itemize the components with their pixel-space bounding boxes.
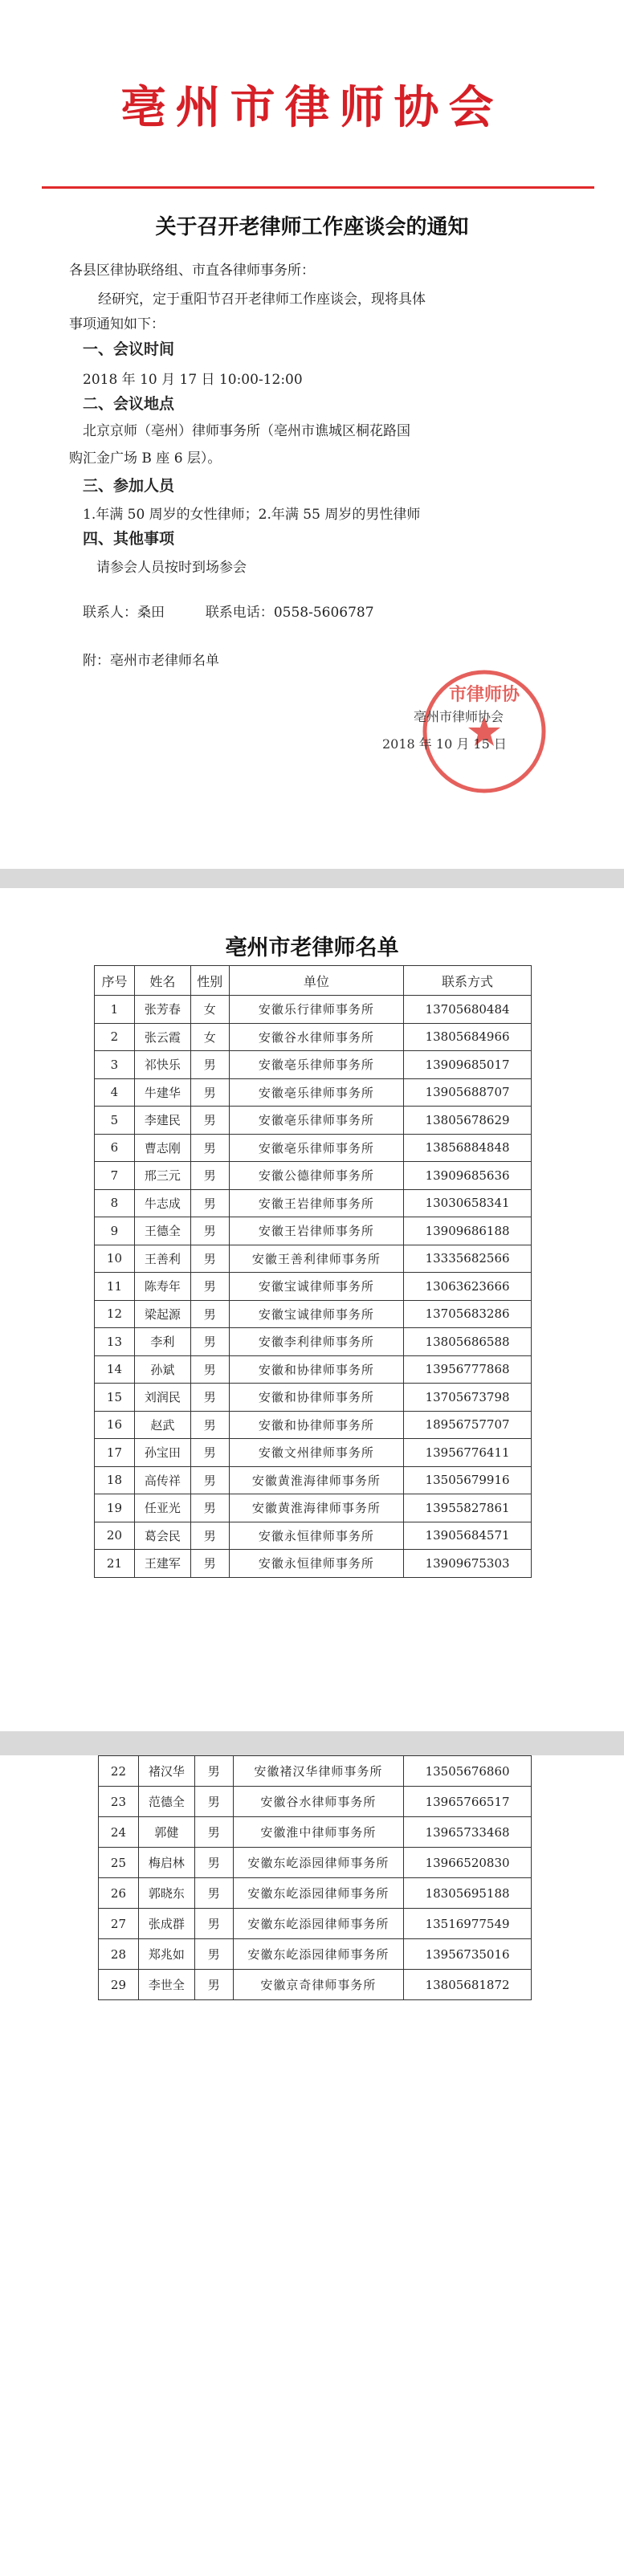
row-index: 3 xyxy=(95,1051,135,1079)
lawyer-name: 张成群 xyxy=(138,1909,194,1939)
phone: 13030658341 xyxy=(404,1189,532,1217)
phone: 13956735016 xyxy=(404,1939,532,1970)
table-row xyxy=(99,1970,532,2000)
phone: 13805686588 xyxy=(404,1328,532,1356)
law-firm: 安徽谷水律师事务所 xyxy=(229,1023,403,1051)
phone: 13905688707 xyxy=(404,1078,532,1107)
lawyer-name: 郭健 xyxy=(138,1817,194,1848)
phone: 13705673798 xyxy=(404,1384,532,1412)
gender: 男 xyxy=(190,1411,229,1439)
row-index: 14 xyxy=(95,1355,135,1384)
table-row xyxy=(99,1939,532,1970)
lawyer-name: 张芳春 xyxy=(134,996,190,1024)
row-index: 9 xyxy=(95,1217,135,1245)
phone: 13856884848 xyxy=(404,1134,532,1162)
law-firm: 安徽乐行律师事务所 xyxy=(229,996,403,1024)
gender: 男 xyxy=(190,1522,229,1550)
lawyer-name: 祁快乐 xyxy=(134,1051,190,1079)
row-index: 26 xyxy=(99,1878,139,1909)
table-row xyxy=(99,1817,532,1848)
phone: 13965766517 xyxy=(404,1787,532,1817)
notice-subtitle: 关于召开老律师工作座谈会的通知 xyxy=(155,215,469,239)
contact-name: 桑田 xyxy=(137,605,165,621)
lawyer-name: 王善利 xyxy=(134,1245,190,1273)
intro-line-1: 经研究，定于重阳节召开老律师工作座谈会，现将具体 xyxy=(98,291,426,308)
gender: 男 xyxy=(194,1939,233,1970)
gender: 男 xyxy=(190,1107,229,1135)
table-row xyxy=(99,1848,532,1878)
phone: 13516977549 xyxy=(404,1909,532,1939)
gender: 男 xyxy=(190,1300,229,1328)
table-row xyxy=(95,1439,532,1467)
notice-page xyxy=(0,0,624,869)
row-index: 11 xyxy=(95,1273,135,1301)
law-firm: 安徽宝诚律师事务所 xyxy=(229,1273,403,1301)
gender: 男 xyxy=(190,1189,229,1217)
phone: 13956777868 xyxy=(404,1355,532,1384)
table-header-row xyxy=(95,966,532,996)
row-index: 23 xyxy=(99,1787,139,1817)
lawyer-name: 张云霞 xyxy=(134,1023,190,1051)
law-firm: 安徽文州律师事务所 xyxy=(229,1439,403,1467)
row-index: 6 xyxy=(95,1134,135,1162)
table-row xyxy=(95,1245,532,1273)
gender: 男 xyxy=(190,1134,229,1162)
gender: 男 xyxy=(194,1787,233,1817)
gender: 男 xyxy=(190,1550,229,1578)
lawyer-name: 王建军 xyxy=(134,1550,190,1578)
law-firm: 安徽东屹添园律师事务所 xyxy=(233,1939,403,1970)
law-firm: 安徽公德律师事务所 xyxy=(229,1162,403,1190)
gender: 男 xyxy=(194,1878,233,1909)
row-index: 19 xyxy=(95,1494,135,1522)
law-firm: 安徽东屹添园律师事务所 xyxy=(233,1848,403,1878)
row-index: 18 xyxy=(95,1466,135,1494)
table-row xyxy=(95,996,532,1024)
law-firm: 安徽和协律师事务所 xyxy=(229,1411,403,1439)
law-firm: 安徽淮中律师事务所 xyxy=(233,1817,403,1848)
gender: 男 xyxy=(190,1078,229,1107)
row-index: 15 xyxy=(95,1384,135,1412)
row-index: 27 xyxy=(99,1909,139,1939)
row-index: 5 xyxy=(95,1107,135,1135)
gender: 男 xyxy=(190,1466,229,1494)
stamp-text: 市律师协 xyxy=(448,685,520,705)
roster-table-2 xyxy=(98,1755,532,2000)
table-row xyxy=(95,1107,532,1135)
row-index: 25 xyxy=(99,1848,139,1878)
phone: 13909686188 xyxy=(404,1217,532,1245)
row-index: 16 xyxy=(95,1411,135,1439)
phone: 13956776411 xyxy=(404,1439,532,1467)
law-firm: 安徽和协律师事务所 xyxy=(229,1355,403,1384)
law-firm: 安徽褚汉华律师事务所 xyxy=(233,1756,403,1787)
law-firm: 安徽王岩律师事务所 xyxy=(229,1189,403,1217)
row-index: 10 xyxy=(95,1245,135,1273)
lawyer-name: 牛志成 xyxy=(134,1189,190,1217)
table-row xyxy=(95,1078,532,1107)
table-row xyxy=(95,1355,532,1384)
gender: 男 xyxy=(190,1384,229,1412)
roster-page-1 xyxy=(0,888,624,1731)
row-index: 8 xyxy=(95,1189,135,1217)
row-index: 7 xyxy=(95,1162,135,1190)
phone: 13966520830 xyxy=(404,1848,532,1878)
row-index: 1 xyxy=(95,996,135,1024)
row-index: 17 xyxy=(95,1439,135,1467)
table-row xyxy=(99,1909,532,1939)
section2-body-line1: 北京京师（亳州）律师事务所（亳州市谯城区桐花路国 xyxy=(83,423,410,439)
table-row xyxy=(95,1162,532,1190)
gender: 男 xyxy=(194,1909,233,1939)
gender: 男 xyxy=(190,1273,229,1301)
table-row xyxy=(95,1134,532,1162)
phone: 13063623666 xyxy=(404,1273,532,1301)
law-firm: 安徽东屹添园律师事务所 xyxy=(233,1878,403,1909)
table-row xyxy=(99,1878,532,1909)
row-index: 4 xyxy=(95,1078,135,1107)
phone: 13505679916 xyxy=(404,1466,532,1494)
table-row xyxy=(95,1217,532,1245)
column-header: 姓名 xyxy=(134,966,190,996)
law-firm: 安徽亳乐律师事务所 xyxy=(229,1051,403,1079)
roster-page-2 xyxy=(0,1755,624,2576)
lawyer-name: 褚汉华 xyxy=(138,1756,194,1787)
phone-label: 联系电话： xyxy=(205,605,274,621)
lawyer-name: 牛建华 xyxy=(134,1078,190,1107)
lawyer-name: 赵武 xyxy=(134,1411,190,1439)
column-header: 性别 xyxy=(190,966,229,996)
law-firm: 安徽京奇律师事务所 xyxy=(233,1970,403,2000)
phone: 13805681872 xyxy=(404,1970,532,2000)
gender: 女 xyxy=(190,996,229,1024)
phone: 18956757707 xyxy=(404,1411,532,1439)
row-index: 13 xyxy=(95,1328,135,1356)
lawyer-name: 陈寿年 xyxy=(134,1273,190,1301)
gender: 男 xyxy=(194,1817,233,1848)
lawyer-name: 孙宝田 xyxy=(134,1439,190,1467)
table-row xyxy=(99,1787,532,1817)
table-row xyxy=(95,1328,532,1356)
table-row xyxy=(95,1023,532,1051)
phone-number: 0558-5606787 xyxy=(273,605,374,621)
lawyer-name: 李建民 xyxy=(134,1107,190,1135)
law-firm: 安徽谷水律师事务所 xyxy=(233,1787,403,1817)
column-header: 联系方式 xyxy=(404,966,532,996)
table-row xyxy=(95,1273,532,1301)
law-firm: 安徽王善利律师事务所 xyxy=(229,1245,403,1273)
row-index: 22 xyxy=(99,1756,139,1787)
lawyer-name: 葛会民 xyxy=(134,1522,190,1550)
gender: 男 xyxy=(190,1051,229,1079)
law-firm: 安徽黄淮海律师事务所 xyxy=(229,1494,403,1522)
lawyer-name: 李世全 xyxy=(138,1970,194,2000)
table-row xyxy=(95,1051,532,1079)
phone: 18305695188 xyxy=(404,1878,532,1909)
intro-line-2: 事项通知如下： xyxy=(69,316,165,332)
lawyer-name: 王德全 xyxy=(134,1217,190,1245)
official-seal-stamp xyxy=(419,666,549,797)
signature-org: 亳州市律师协会 xyxy=(414,709,504,724)
phone: 13965733468 xyxy=(404,1817,532,1848)
law-firm: 安徽亳乐律师事务所 xyxy=(229,1134,403,1162)
roster-table-1 xyxy=(94,965,532,1578)
law-firm: 安徽永恒律师事务所 xyxy=(229,1550,403,1578)
phone: 13805678629 xyxy=(404,1107,532,1135)
section3-title: 三、参加人员 xyxy=(83,477,175,495)
law-firm: 安徽永恒律师事务所 xyxy=(229,1522,403,1550)
row-index: 28 xyxy=(99,1939,139,1970)
lawyer-name: 郭晓东 xyxy=(138,1878,194,1909)
law-firm: 安徽东屹添园律师事务所 xyxy=(233,1909,403,1939)
column-header: 单位 xyxy=(229,966,403,996)
gender: 男 xyxy=(190,1355,229,1384)
law-firm: 安徽亳乐律师事务所 xyxy=(229,1078,403,1107)
table-row xyxy=(95,1300,532,1328)
contact-line xyxy=(83,604,374,622)
phone: 13905684571 xyxy=(404,1522,532,1550)
row-index: 29 xyxy=(99,1970,139,2000)
lawyer-name: 孙斌 xyxy=(134,1355,190,1384)
phone: 13805684966 xyxy=(404,1023,532,1051)
gender: 女 xyxy=(190,1023,229,1051)
table-row xyxy=(95,1189,532,1217)
table-row xyxy=(95,1550,532,1578)
row-index: 24 xyxy=(99,1817,139,1848)
lawyer-name: 任亚光 xyxy=(134,1494,190,1522)
phone: 13909685017 xyxy=(404,1051,532,1079)
red-divider xyxy=(42,186,594,189)
gender: 男 xyxy=(194,1970,233,2000)
lawyer-name: 范德全 xyxy=(138,1787,194,1817)
gender: 男 xyxy=(190,1328,229,1356)
gender: 男 xyxy=(190,1245,229,1273)
table-row xyxy=(95,1466,532,1494)
table-row xyxy=(95,1494,532,1522)
phone: 13705683286 xyxy=(404,1300,532,1328)
lawyer-name: 梅启林 xyxy=(138,1848,194,1878)
phone: 13955827861 xyxy=(404,1494,532,1522)
table-row xyxy=(95,1384,532,1412)
law-firm: 安徽李利律师事务所 xyxy=(229,1328,403,1356)
attachment-line: 附：亳州市老律师名单 xyxy=(83,653,219,669)
lawyer-name: 刘润民 xyxy=(134,1384,190,1412)
signature-date: 2018 年 10 月 15 日 xyxy=(382,736,507,752)
section2-title: 二、会议地点 xyxy=(83,395,175,413)
law-firm: 安徽黄淮海律师事务所 xyxy=(229,1466,403,1494)
lawyer-name: 郑兆如 xyxy=(138,1939,194,1970)
law-firm: 安徽宝诚律师事务所 xyxy=(229,1300,403,1328)
law-firm: 安徽亳乐律师事务所 xyxy=(229,1107,403,1135)
section3-body: 1.年满 50 周岁的女性律师；2.年满 55 周岁的男性律师 xyxy=(83,507,421,523)
lawyer-name: 曹志刚 xyxy=(134,1134,190,1162)
phone: 13909675303 xyxy=(404,1550,532,1578)
section4-title: 四、其他事项 xyxy=(83,530,175,548)
gender: 男 xyxy=(190,1217,229,1245)
gender: 男 xyxy=(194,1848,233,1878)
section4-body: 请参会人员按时到场参会 xyxy=(96,560,247,576)
row-index: 12 xyxy=(95,1300,135,1328)
lawyer-name: 梁起源 xyxy=(134,1300,190,1328)
gender: 男 xyxy=(190,1494,229,1522)
section1-title: 一、会议时间 xyxy=(83,340,175,358)
addressee: 各县区律协联络组、市直各律师事务所： xyxy=(69,263,315,279)
gender: 男 xyxy=(190,1162,229,1190)
table-row xyxy=(95,1522,532,1550)
section1-body: 2018 年 10 月 17 日 10:00-12:00 xyxy=(83,372,303,388)
row-index: 2 xyxy=(95,1023,135,1051)
phone: 13705680484 xyxy=(404,996,532,1024)
phone: 13909685636 xyxy=(404,1162,532,1190)
table-row xyxy=(99,1756,532,1787)
section2-body-line2: 购汇金广场 B 座 6 层）。 xyxy=(69,450,222,467)
law-firm: 安徽和协律师事务所 xyxy=(229,1384,403,1412)
phone: 13505676860 xyxy=(404,1756,532,1787)
phone: 13335682566 xyxy=(404,1245,532,1273)
law-firm: 安徽王岩律师事务所 xyxy=(229,1217,403,1245)
column-header: 序号 xyxy=(95,966,135,996)
gender: 男 xyxy=(194,1756,233,1787)
row-index: 21 xyxy=(95,1550,135,1578)
org-title: 亳州市律师协会 xyxy=(120,82,504,134)
row-index: 20 xyxy=(95,1522,135,1550)
roster-title: 亳州市老律师名单 xyxy=(225,935,399,960)
lawyer-name: 高传祥 xyxy=(134,1466,190,1494)
lawyer-name: 邢三元 xyxy=(134,1162,190,1190)
table-row xyxy=(95,1411,532,1439)
gender: 男 xyxy=(190,1439,229,1467)
lawyer-name: 李利 xyxy=(134,1328,190,1356)
contact-label: 联系人： xyxy=(83,605,137,621)
